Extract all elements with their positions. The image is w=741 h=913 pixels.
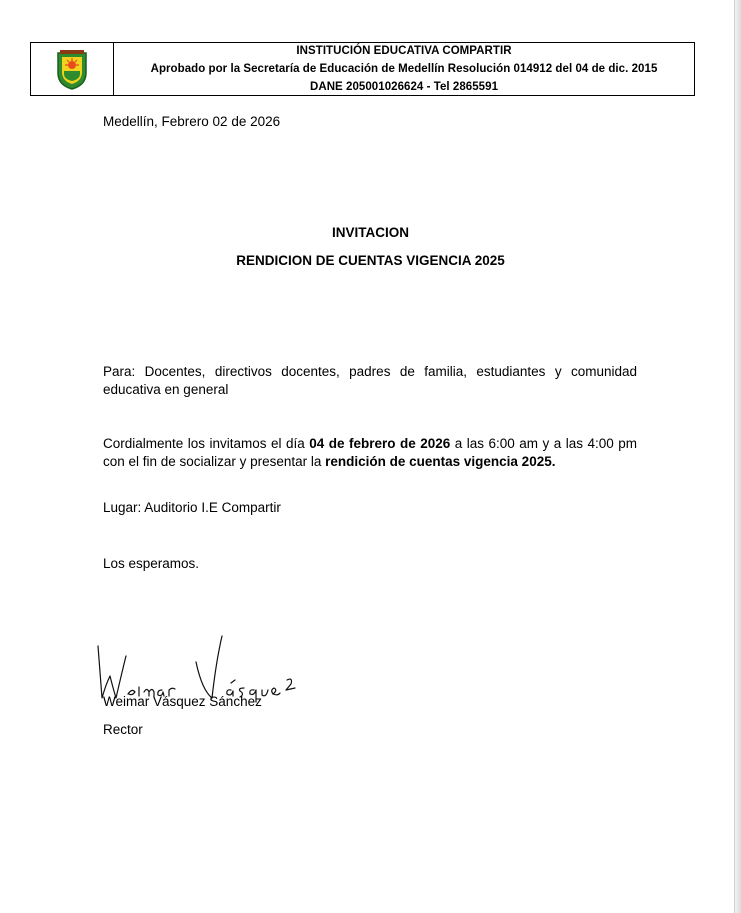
date-line: Medellín, Febrero 02 de 2026 [103,114,281,129]
letterhead-text [114,43,694,95]
recipients-paragraph: Para: Docentes, directivos docentes, padres de familia, estudiantes y comunidad educativa en general [103,364,637,397]
signer-role: Rector [103,722,143,737]
body-text-2: a las 6:00 am y a las 4:00 pm con el fin de socializar y presentar la [103,436,637,469]
document-title: INVITACION [332,225,409,240]
body-text-1: Cordialmente los invitamos el día [103,436,310,451]
location-line: Lugar: Auditorio I.E Compartir [103,500,281,515]
document-subtitle: RENDICION DE CUENTAS VIGENCIA 2025 [236,253,505,268]
closing-line: Los esperamos. [103,556,200,571]
logo-cell [31,43,114,95]
school-crest-icon [54,47,90,91]
page-edge [734,0,741,913]
invitation-paragraph [103,435,637,471]
event-topic: rendición de cuentas vigencia 2025. [325,454,556,469]
letterhead [30,42,695,96]
dane-line: DANE 205001026624 - Tel 2865591 [309,81,499,93]
institution-name: INSTITUCIÓN EDUCATIVA COMPARTIR [296,45,512,57]
event-date: 04 de febrero de 2026 [309,436,451,451]
signer-name: Weimar Vásquez Sánchez [103,694,262,709]
approval-line: Aprobado por la Secretaría de Educación de Medellín Resolución 014912 del 04 de dic. 2015 [150,63,658,75]
